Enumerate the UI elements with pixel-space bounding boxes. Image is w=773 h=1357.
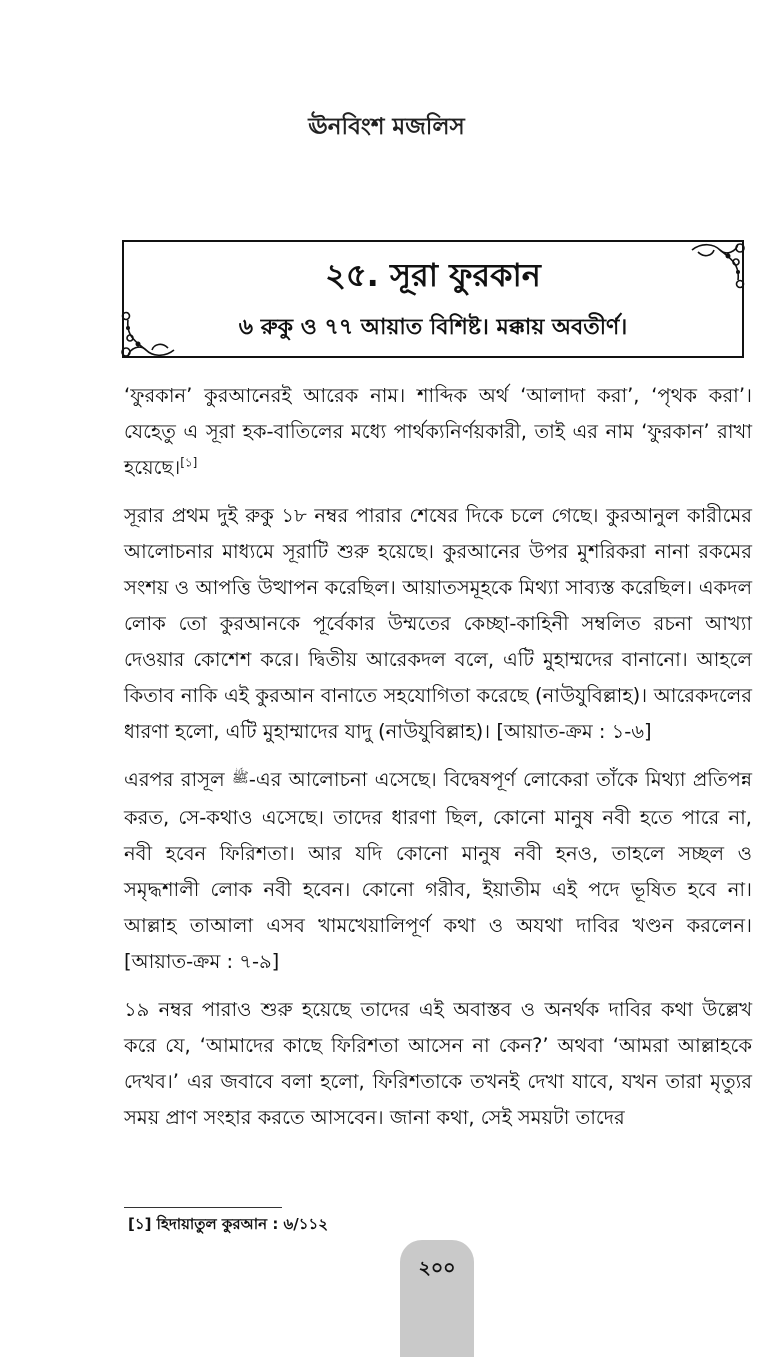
corner-ornament-icon [120, 308, 176, 360]
page-number: ২০০ [418, 1257, 456, 1279]
surah-meta: ৬ রুকু ও ৭৭ আয়াত বিশিষ্ট। মক্কায় অবতীর্ণ। [238, 315, 628, 340]
footnote-reference: [১] [180, 455, 198, 470]
salawat-honorific: ﷺ [231, 770, 249, 786]
paragraph-text: ‘ফুরকান’ কুরআনেরই আরেক নাম। শাব্দিক অর্থ ‘আলাদা করা’, ‘পৃথক করা’। যেহেতু এ সূরা হক-বাতিলের মধ্যে পার্থক্যনির্ণয়কারী, তাই এর নাম ‘ফুরকান’ রাখা হয়েছে। [124, 384, 752, 479]
paragraph-text: -এর আলোচনা এসেছে। বিদ্বেষপূর্ণ লোকেরা তাঁকে মিথ্যা প্রতিপন্ন করত, সে-কথাও এসেছে। তাদের ধারণা ছিল, কোনো মানুষ নবী হতে পারে না, নবী হবেন ফিরিশতা। আর যদি কোনো মানুষ নবী হনও, তাহলে সচ্ছল ও সমৃদ্ধশালী লোক নবী হবেন। কোনো গরীব, ইয়াতীম এই পদে ভূষিত হবে না। আল্লাহ তাআলা এসব খামখেয়ালিপূর্ণ কথা ও অযথা দাবির খণ্ডন করলেন। [124, 768, 753, 937]
paragraph [124, 762, 752, 980]
main-text [124, 378, 752, 1148]
corner-ornament-icon [690, 240, 746, 292]
footnote: [১] হিদায়াতুল কুরআন : ৬/১১২ [128, 1215, 328, 1233]
surah-title-box [122, 240, 744, 358]
paragraph [124, 992, 752, 1136]
page-number-tab [400, 1240, 474, 1357]
surah-title: ২৫. সূরা ফুরকান [325, 256, 541, 294]
paragraph-text: এরপর রাসূল [124, 768, 225, 791]
paragraph [124, 498, 752, 750]
ayah-range-reference: [আয়াত-ক্রম : ৭-৯] [124, 950, 280, 973]
chapter-header: ঊনবিংশ মজলিস [308, 114, 465, 140]
ayah-range-reference: [আয়াত-ক্রম : ১-৬] [496, 720, 652, 743]
paragraph [124, 378, 752, 486]
footnote-divider [124, 1207, 282, 1208]
paragraph-text: ১৯ নম্বর পারাও শুরু হয়েছে তাদের এই অবাস্তব ও অনর্থক দাবির কথা উল্লেখ করে যে, ‘আমাদের কাছে ফিরিশতা আসেন না কেন?’ অথবা ‘আমরা আল্লাহকে দেখব।’ এর জবাবে বলা হলো, ফিরিশতাকে তখনই দেখা যাবে, যখন তারা মৃত্যুর সময় প্রাণ সংহার করতে আসবেন। জানা কথা, সেই সময়টা তাদের [124, 998, 752, 1129]
paragraph-text: সূরার প্রথম দুই রুকু ১৮ নম্বর পারার শেষের দিকে চলে গেছে। কুরআনুল কারীমের আলোচনার মাধ্যমে সূরাটি শুরু হয়েছে। কুরআনের উপর মুশরিকরা নানা রকমের সংশয় ও আপত্তি উত্থাপন করেছিল। আয়াতসমূহকে মিথ্যা সাব্যস্ত করেছিল। একদল লোক তো কুরআনকে পূর্বেকার উম্মতের কেচ্ছা-কাহিনী সম্বলিত রচনা আখ্যা দেওয়ার কোশেশ করে। দ্বিতীয় আরেকদল বলে, এটি মুহাম্মদের বানানো। আহলে কিতাব নাকি এই কুরআন বানাতে সহযোগিতা করেছে (নাউযুবিল্লাহ)। আরেকদলের ধারণা হলো, এটি মুহাম্মাদের যাদু (নাউযুবিল্লাহ)। [124, 504, 752, 743]
